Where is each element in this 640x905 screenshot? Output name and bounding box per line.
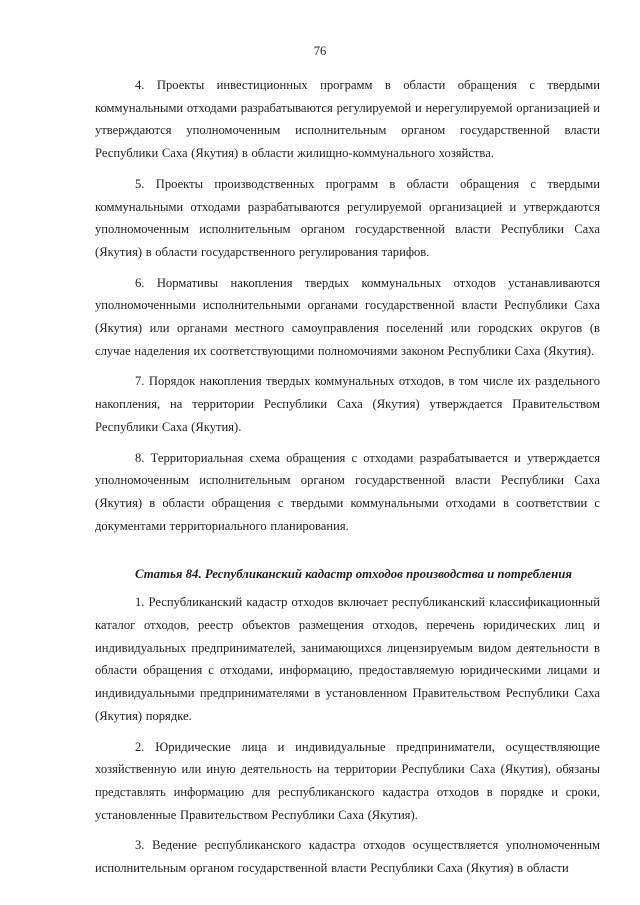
- paragraph-4: 4. Проекты инвестиционных программ в области обращения с твердыми коммунальными отходами разрабатываются регулируемой и нерегулируемой организацией и утверждаются уполномоченным исполнительным органом государственной власти Республики Саха (Якутия) в области жилищно-коммунального хозяйства.: [95, 78, 600, 161]
- article-heading: Статья 84. Республиканский кадастр отходов производства и потребления: [135, 567, 572, 582]
- paragraph-6: 6. Нормативы накопления твердых коммунальных отходов устанавливаются уполномоченными исполнительными органами государственной власти Республики Саха (Якутия) или органами местного самоуправления поселений или городских округов (в случае наделения их соответствующими полномочиями законом Республики Саха (Якутия).: [95, 275, 600, 358]
- article-paragraph-3: 3. Ведение республиканского кадастра отходов осуществляется уполномоченным исполнительным органом государственной власти Республики Саха (Якутия) в области: [95, 838, 600, 876]
- paragraph-8: 8. Территориальная схема обращения с отходами разрабатывается и утверждается уполномоченным исполнительным органом государственной власти Республики Саха (Якутия) в области обращения с твердыми коммунальными отходами в соответствии с документами территориального планирования.: [95, 450, 600, 533]
- page-number: 76: [313, 44, 327, 58]
- article-paragraph-1: 1. Республиканский кадастр отходов включает республиканский классификационный каталог отходов, реестр объектов размещения отходов, перечень юридических лиц и индивидуальных предпринимателей, занимающихся лицензируемым видом деятельности в области обращения с отходами, информацию, предоставляемую юридическими лицами и индивидуальными предпринимателями в установленном Правительством Республики Саха (Якутия) порядке.: [95, 595, 600, 723]
- article-paragraph-2: 2. Юридические лица и индивидуальные предприниматели, осуществляющие хозяйственную или иную деятельность на территории Республики Саха (Якутия), обязаны представлять информацию для республиканского кадастра отходов в порядке и сроки, установленные Правительством Республики Саха (Якутия).: [95, 739, 600, 822]
- document-body: [95, 74, 600, 888]
- paragraph-7: 7. Порядок накопления твердых коммунальных отходов, в том числе их раздельного накопления, на территории Республики Саха (Якутия) утверждается Правительством Республики Саха (Якутия).: [95, 374, 600, 434]
- paragraph-5: 5. Проекты производственных программ в области обращения с твердыми коммунальными отходами разрабатываются регулируемой организацией и утверждаются уполномоченным исполнительным органом государственной власти Республики Саха (Якутия) в области государственного регулирования тарифов.: [95, 176, 600, 259]
